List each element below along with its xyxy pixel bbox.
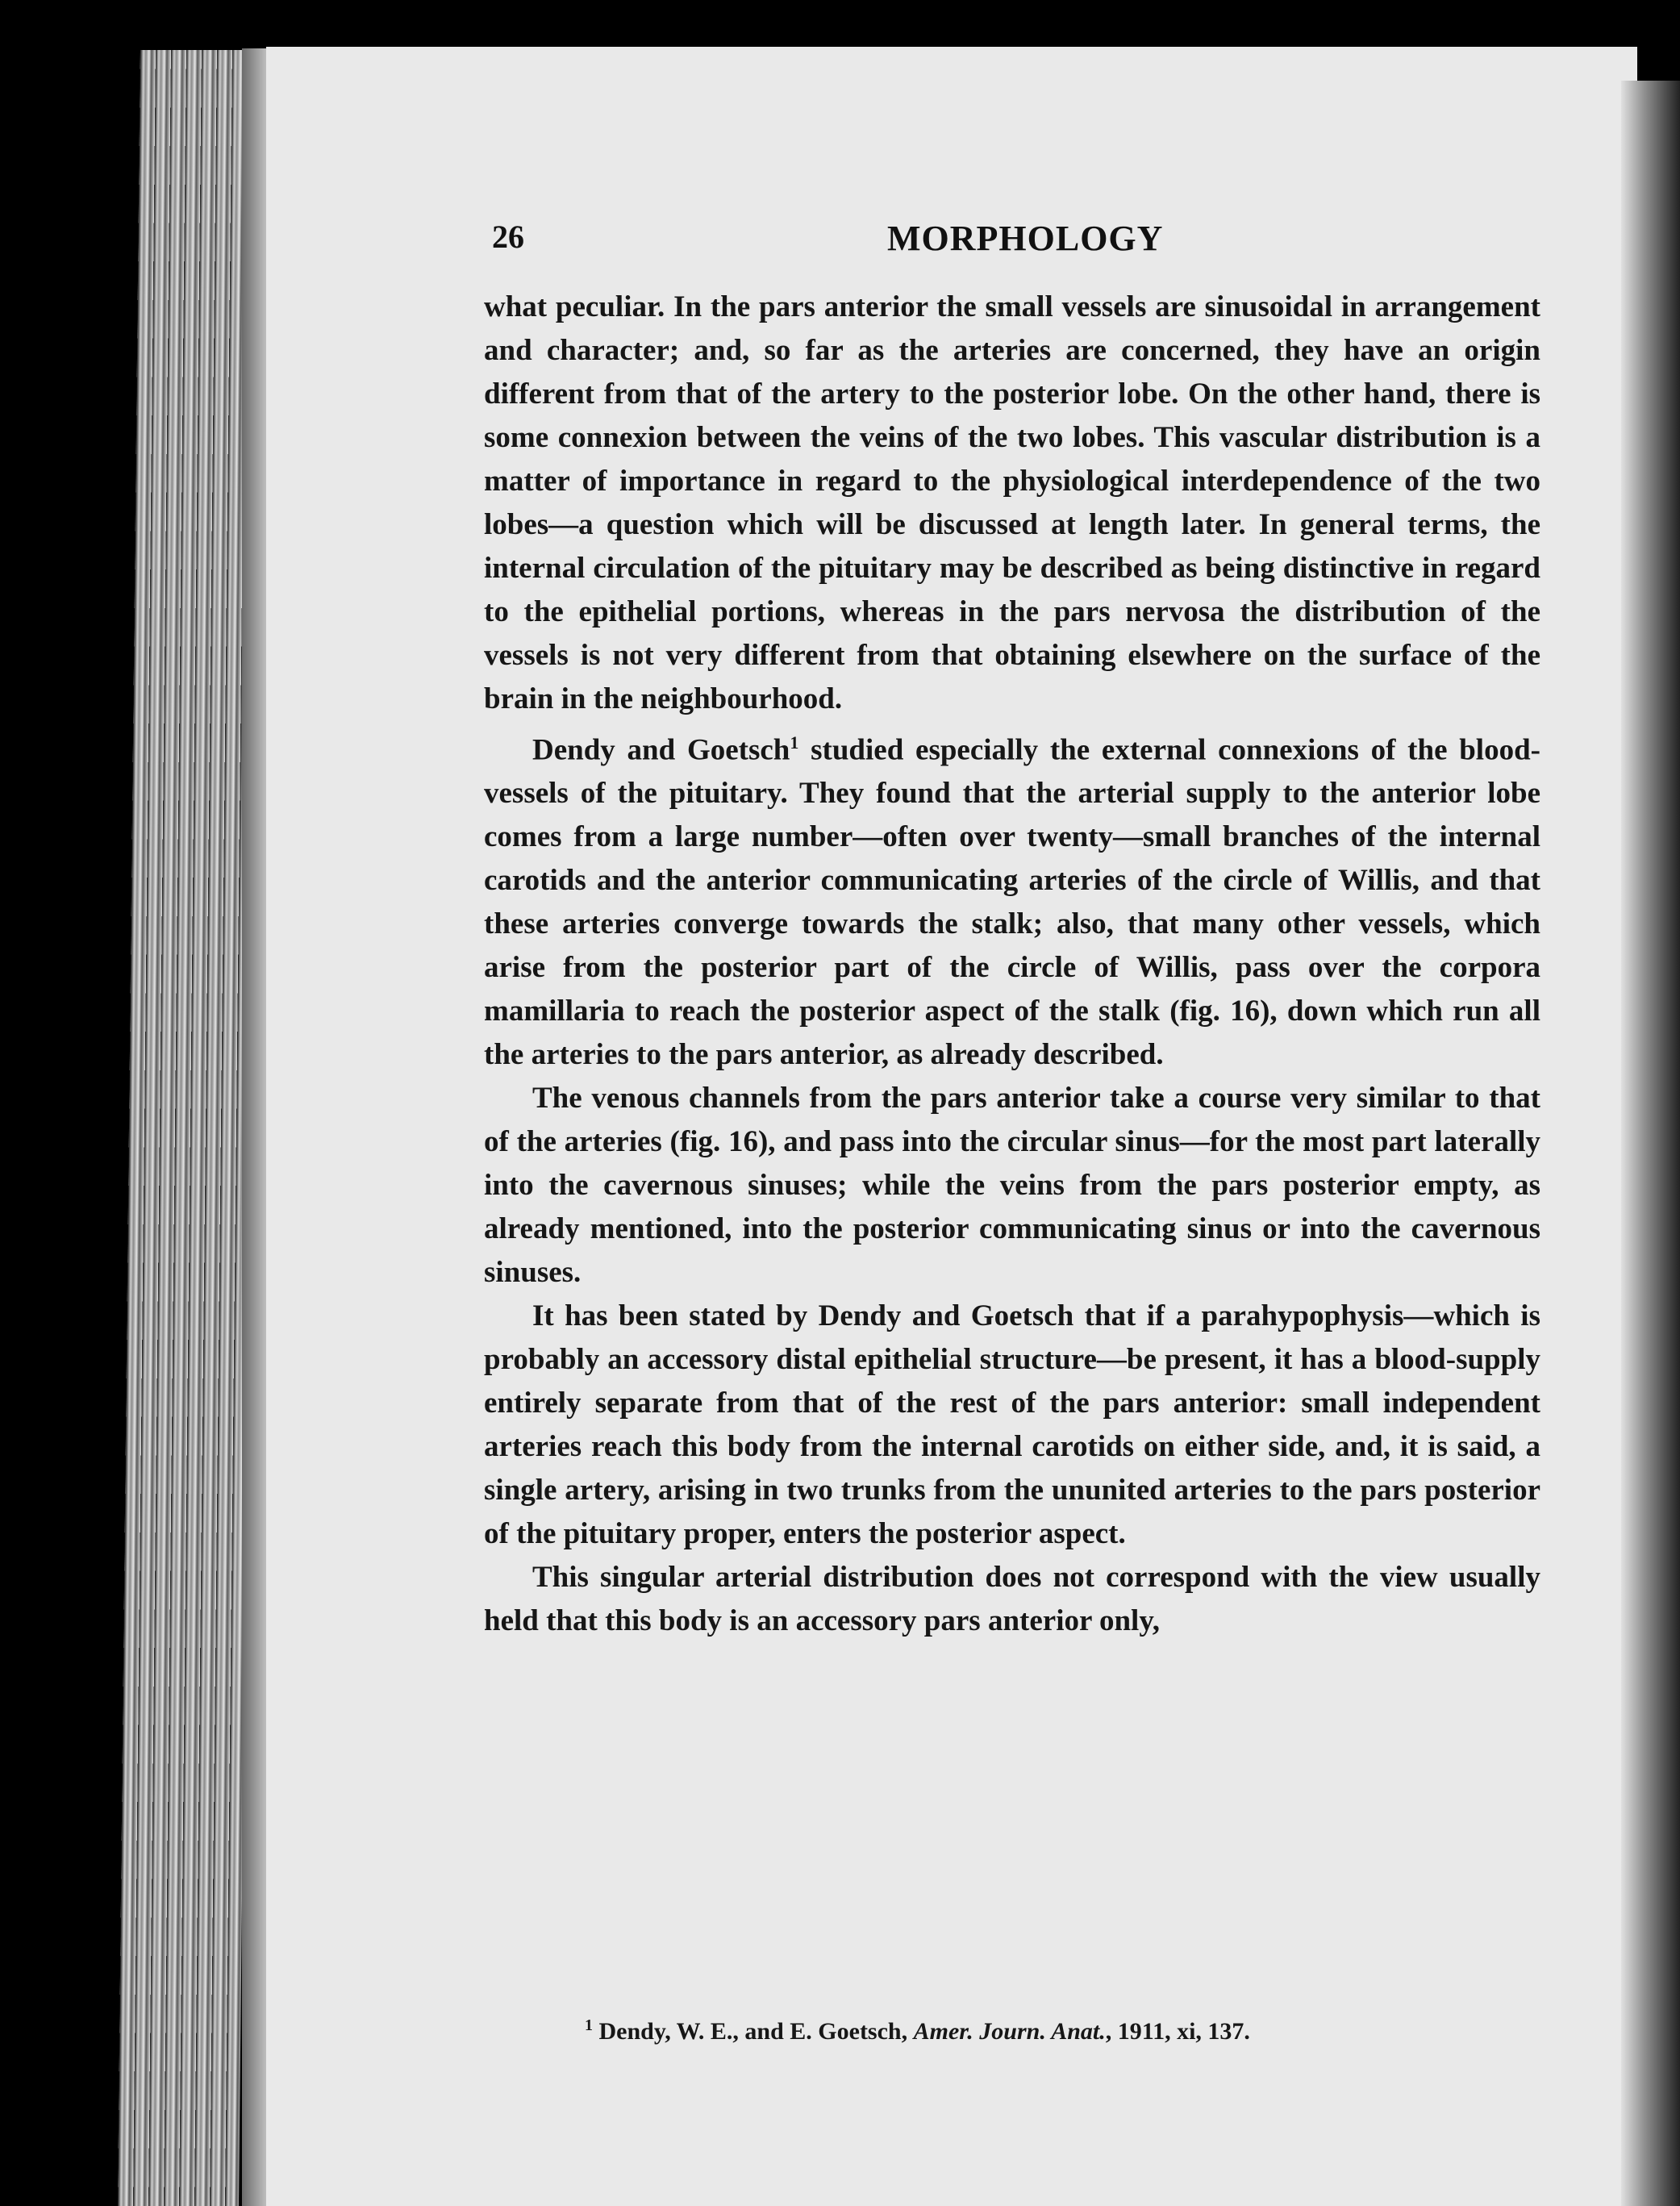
paragraph-4-text: It has been stated by Dendy and Goetsch that if a parahypophysis—which is probably an accessory distal epithelial structure—be present, it has a blood-supply entirely separate from that of the rest of the pars anterior: small independent arteries reach this body from the internal carotids on either side, and, it is said, a single artery, arising in two trunks from the ununited arteries to the pars posterior of the pituitary proper, enters the posterior aspect. — [484, 1299, 1540, 1551]
paragraph-1-text: what peculiar. In the pars anterior the small vessels are sinusoidal in arrangement and character; and, so far as the arteries are concerned, they have an origin different from that of the artery to the posterior lobe. On the other hand, there is some connexion between the veins of the two lobes. This vascular distribution is a matter of importance in regard to the physiological interdependence of the two lobes—a question which will be discussed at length later. In general terms, the internal circulation of the pituitary may be described as being distinctive in regard to the epithelial portions, whereas in the pars nervosa the distribution of the vessels is not very different from that obtaining elsewhere on the surface of the brain in the neighbourhood. — [484, 290, 1540, 715]
footnote-journal: Amer. Journ. Anat. — [913, 2018, 1106, 2045]
footnote — [585, 2016, 1553, 2045]
footnote-authors: Dendy, W. E., and E. Goetsch, — [593, 2018, 914, 2045]
page-number: 26 — [492, 219, 524, 255]
running-head: MORPHOLOGY — [887, 219, 1164, 258]
page-edges — [118, 50, 261, 2206]
page-header — [492, 218, 1540, 266]
body-text — [484, 286, 1540, 1643]
paragraph-5-text: This singular arterial distribution does not correspond with the view usually held that this body is an accessory pars anterior only, — [484, 1561, 1540, 1638]
paragraph-2-text: studied especially the external connexions of the blood-vessels of the pituitary. They found that the arterial supply to the anterior lobe comes from a large number—often over twenty—small branches of the internal carotids and the anterior communicating arteries of the circle of Willis, and that these arteries converge towards the stalk; also, that many other vessels, which arise from the posterior part of the circle of Willis, pass over the corpora mamillaria to reach the posterior aspect of the stalk (fig. 16), down which run all the arteries to the pars anterior, as already described. — [484, 733, 1540, 1072]
footnote-marker: 1 — [585, 2016, 593, 2034]
right-page-fold — [1621, 81, 1680, 2206]
paragraph-3 — [484, 1077, 1540, 1295]
paragraph-1 — [484, 286, 1540, 721]
footnote-reference: 1 — [790, 732, 799, 753]
paragraph-4 — [484, 1295, 1540, 1556]
paragraph-2-lead: Dendy and Goetsch — [532, 733, 790, 767]
paragraph-2 — [484, 721, 1540, 1077]
paragraph-3-text: The venous channels from the pars anterior take a course very similar to that of the arteries (fig. 16), and pass into the circular sinus—for the most part laterally into the cavernous sinuses; while the veins from the pars posterior empty, as already mentioned, into the posterior communicating sinus or into the cavernous sinuses. — [484, 1082, 1540, 1290]
footnote-citation: , 1911, xi, 137. — [1105, 2018, 1250, 2045]
paragraph-5 — [484, 1556, 1540, 1643]
